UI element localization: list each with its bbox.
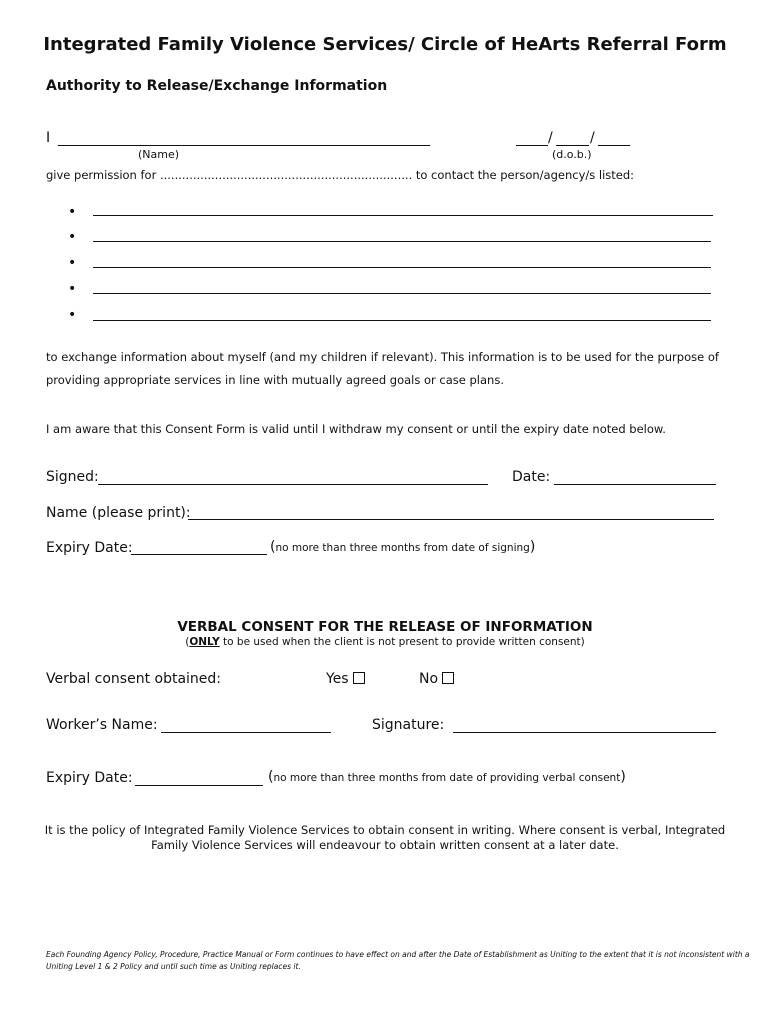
contact-line-2[interactable] bbox=[93, 241, 711, 242]
dob-year-field[interactable] bbox=[598, 145, 630, 146]
verbal-heading: VERBAL CONSENT FOR THE RELEASE OF INFORMATION bbox=[177, 619, 593, 635]
no-checkbox[interactable] bbox=[442, 672, 454, 684]
verbal-expiry-note: (no more than three months from date of providing verbal consent) bbox=[268, 769, 626, 785]
date-field[interactable] bbox=[554, 484, 716, 485]
validity-statement: I am aware that this Consent Form is valid until I withdraw my consent or until the expiry date noted below. bbox=[46, 422, 666, 436]
dob-slash-2: / bbox=[590, 130, 595, 146]
purpose-line-2: providing appropriate services in line with mutually agreed goals or case plans. bbox=[46, 373, 504, 387]
date-label: Date: bbox=[512, 469, 551, 485]
name-print-field[interactable] bbox=[188, 519, 714, 520]
worker-name-label: Worker’s Name: bbox=[46, 717, 158, 733]
contact-line-5[interactable] bbox=[93, 320, 711, 321]
footer-line-1: Each Founding Agency Policy, Procedure, Practice Manual or Form continues to have effect on and after the Date of Establishment as Uniting to the extent that it is not inconsistent with a bbox=[46, 950, 750, 959]
footer-line-2: Uniting Level 1 & 2 Policy and until such time as Uniting replaces it. bbox=[46, 962, 301, 971]
i-label: I bbox=[46, 130, 51, 146]
verbal-obtained-label: Verbal consent obtained: bbox=[46, 671, 222, 687]
name-field[interactable] bbox=[58, 145, 430, 146]
signed-field[interactable] bbox=[98, 484, 488, 485]
bullet-4: • bbox=[68, 281, 77, 297]
section-heading: Authority to Release/Exchange Information bbox=[46, 78, 388, 94]
policy-line-2: Family Violence Services will endeavour to obtain written consent at a later date. bbox=[151, 838, 619, 852]
dob-slash-1: / bbox=[548, 130, 553, 146]
name-caption: (Name) bbox=[138, 148, 180, 161]
purpose-line-1: to exchange information about myself (and my children if relevant). This information is to be used for the purpose of bbox=[46, 350, 719, 364]
worker-signature-field[interactable] bbox=[453, 732, 716, 733]
yes-checkbox[interactable] bbox=[353, 672, 365, 684]
dob-day-field[interactable] bbox=[516, 145, 548, 146]
expiry-date-field[interactable] bbox=[131, 554, 267, 555]
contact-line-4[interactable] bbox=[93, 293, 711, 294]
bullet-1: • bbox=[68, 204, 77, 220]
page-title: Integrated Family Violence Services/ Circle of HeArts Referral Form bbox=[43, 34, 727, 55]
expiry-date-label: Expiry Date: bbox=[46, 540, 133, 556]
worker-name-field[interactable] bbox=[161, 732, 331, 733]
bullet-5: • bbox=[68, 307, 77, 323]
signed-label: Signed: bbox=[46, 469, 99, 485]
dob-caption: (d.o.b.) bbox=[552, 148, 592, 161]
dob-month-field[interactable] bbox=[556, 145, 589, 146]
yes-option[interactable]: Yes bbox=[326, 671, 365, 687]
bullet-2: • bbox=[68, 229, 77, 245]
name-print-label: Name (please print): bbox=[46, 505, 191, 521]
contact-line-3[interactable] bbox=[93, 267, 711, 268]
verbal-expiry-label: Expiry Date: bbox=[46, 770, 133, 786]
expiry-note: (no more than three months from date of signing) bbox=[270, 539, 536, 555]
verbal-subheading: (ONLY to be used when the client is not present to provide written consent) bbox=[185, 636, 585, 648]
no-option[interactable]: No bbox=[419, 671, 454, 687]
contact-line-1[interactable] bbox=[93, 215, 713, 216]
verbal-expiry-field[interactable] bbox=[135, 785, 263, 786]
worker-signature-label: Signature: bbox=[372, 717, 445, 733]
permission-line: give permission for ..................................................................... to contact the person/agency/s listed: bbox=[46, 168, 635, 182]
bullet-3: • bbox=[68, 255, 77, 271]
policy-line-1: It is the policy of Integrated Family Violence Services to obtain consent in writing. Where consent is verbal, Integrated bbox=[44, 823, 726, 837]
